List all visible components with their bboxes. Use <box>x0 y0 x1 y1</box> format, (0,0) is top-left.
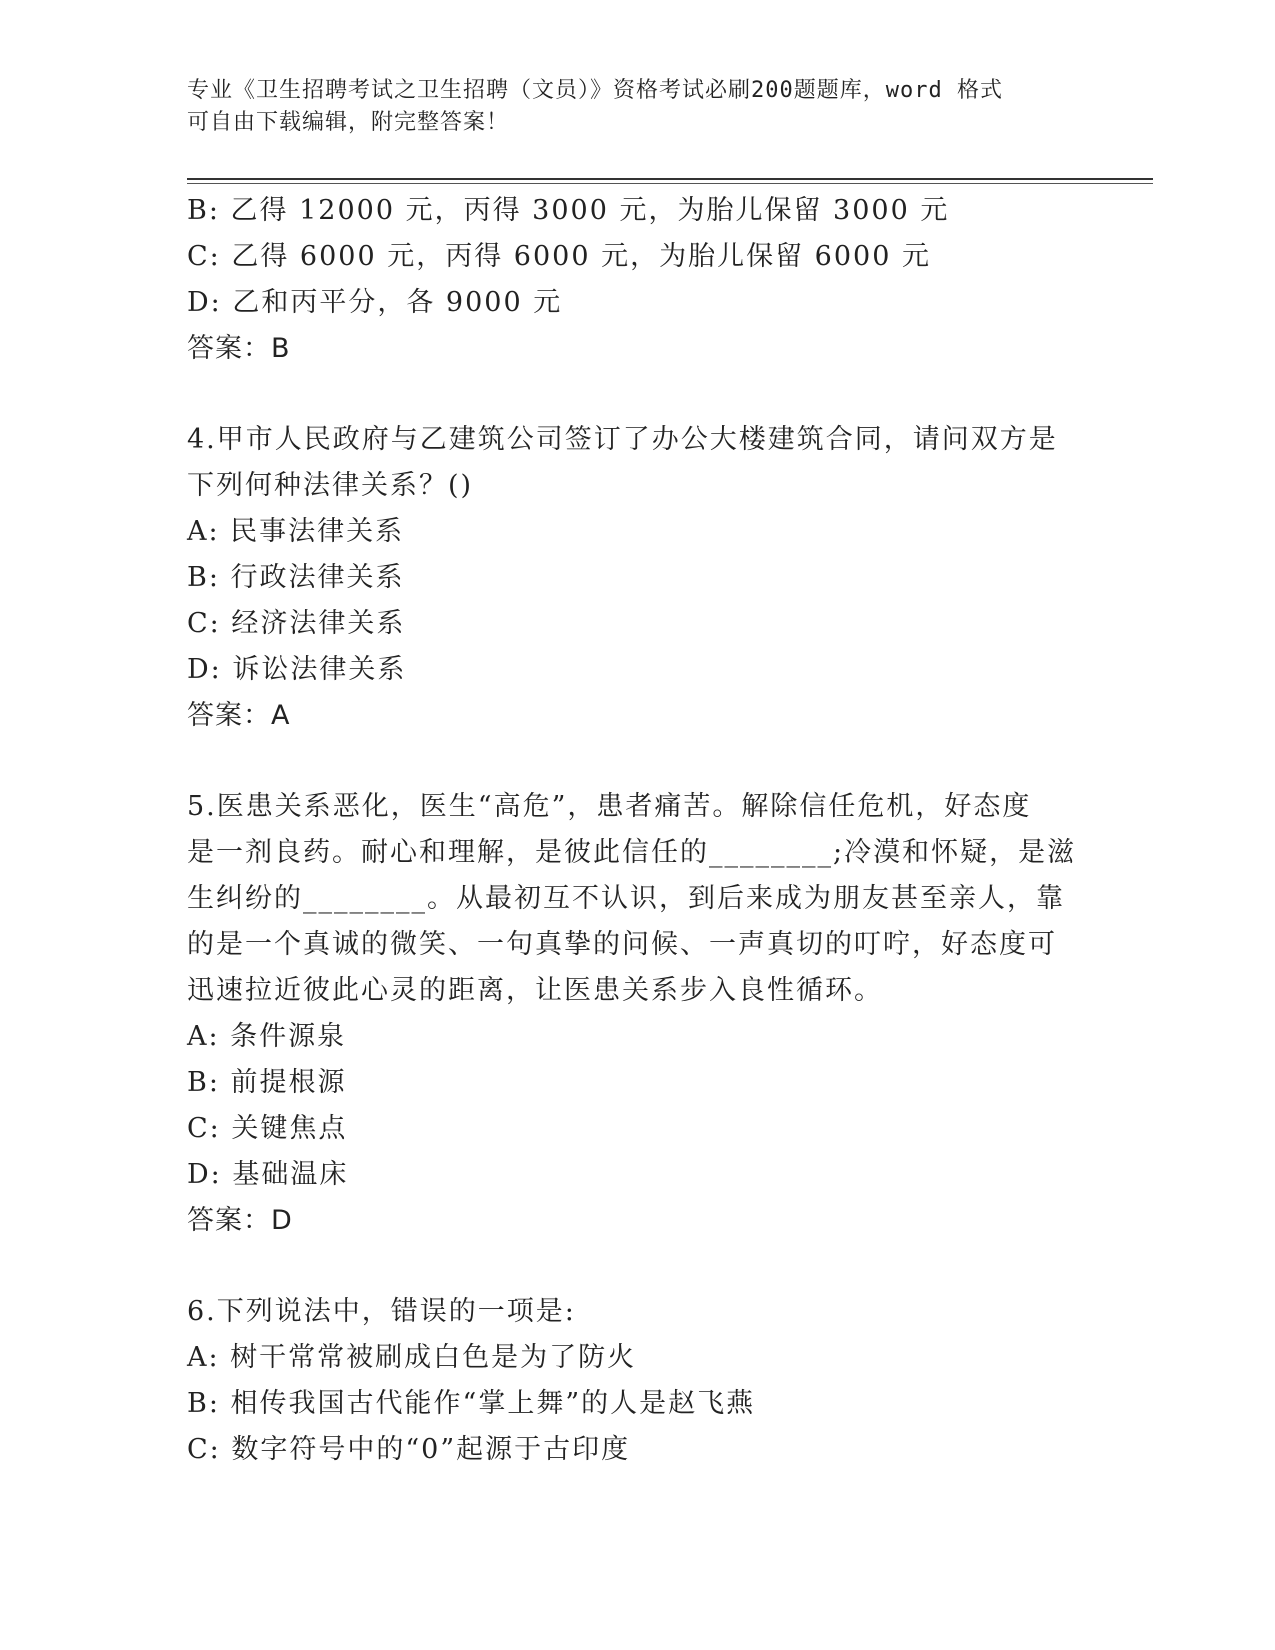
question-3-answer: 答案：B <box>187 333 291 364</box>
question-5-option-d: D: 基础温床 <box>187 1159 349 1190</box>
question-5 <box>187 784 1087 1244</box>
question-4-stem-line1: 4.甲市人民政府与乙建筑公司签订了办公大楼建筑合同，请问双方是 <box>187 424 1058 455</box>
question-4 <box>187 417 1087 739</box>
question-4-option-a: A: 民事法律关系 <box>187 516 405 547</box>
document-header <box>187 75 1067 139</box>
header-divider-thick <box>187 178 1153 180</box>
question-5-stem-line3: 生纠纷的________。从最初互不认识，到后来成为朋友甚至亲人，靠 <box>187 883 1065 914</box>
question-spacer <box>187 1244 1087 1289</box>
question-5-answer: 答案：D <box>187 1205 293 1236</box>
question-4-stem-line2: 下列何种法律关系？() <box>187 470 474 501</box>
header-title-line2: 可自由下载编辑，附完整答案！ <box>187 110 510 135</box>
question-6-option-c: C: 数字符号中的“0”起源于古印度 <box>187 1434 631 1465</box>
question-3-option-c: C: 乙得 6000 元，丙得 6000 元，为胎儿保留 6000 元 <box>187 241 931 272</box>
question-6-stem-line1: 6.下列说法中，错误的一项是: <box>187 1296 576 1327</box>
question-spacer <box>187 372 1087 417</box>
question-6-option-b: B: 相传我国古代能作“掌上舞”的人是赵飞燕 <box>187 1388 756 1419</box>
question-3-continued <box>187 188 1087 372</box>
question-4-option-c: C: 经济法律关系 <box>187 608 406 639</box>
question-5-option-a: A: 条件源泉 <box>187 1021 347 1052</box>
question-4-option-d: D: 诉讼法律关系 <box>187 654 407 685</box>
question-spacer <box>187 739 1087 784</box>
question-5-option-c: C: 关键焦点 <box>187 1113 348 1144</box>
question-5-stem-line2: 是一剂良药。耐心和理解，是彼此信任的________;冷漠和怀疑，是滋 <box>187 837 1077 868</box>
question-5-stem-line4: 的是一个真诚的微笑、一句真挚的问候、一声真切的叮咛，好态度可 <box>187 929 1057 960</box>
question-6-option-a: A: 树干常常被刷成白色是为了防火 <box>187 1342 637 1373</box>
question-content <box>187 188 1087 1473</box>
question-6 <box>187 1289 1087 1473</box>
question-5-stem-line1: 5.医患关系恶化，医生“高危”，患者痛苦。解除信任危机，好态度 <box>187 791 1032 822</box>
header-title-line1: 专业《卫生招聘考试之卫生招聘（文员）》资格考试必刷200题题库，word 格式 <box>187 78 1003 103</box>
header-divider-thin <box>187 183 1153 184</box>
question-5-option-b: B: 前提根源 <box>187 1067 347 1098</box>
question-3-option-d: D: 乙和丙平分，各 9000 元 <box>187 287 563 318</box>
question-4-answer: 答案：A <box>187 700 291 731</box>
question-5-stem-line5: 迅速拉近彼此心灵的距离，让医患关系步入良性循环。 <box>187 975 883 1006</box>
question-3-option-b: B: 乙得 12000 元，丙得 3000 元，为胎儿保留 3000 元 <box>187 195 950 226</box>
question-4-option-b: B: 行政法律关系 <box>187 562 405 593</box>
